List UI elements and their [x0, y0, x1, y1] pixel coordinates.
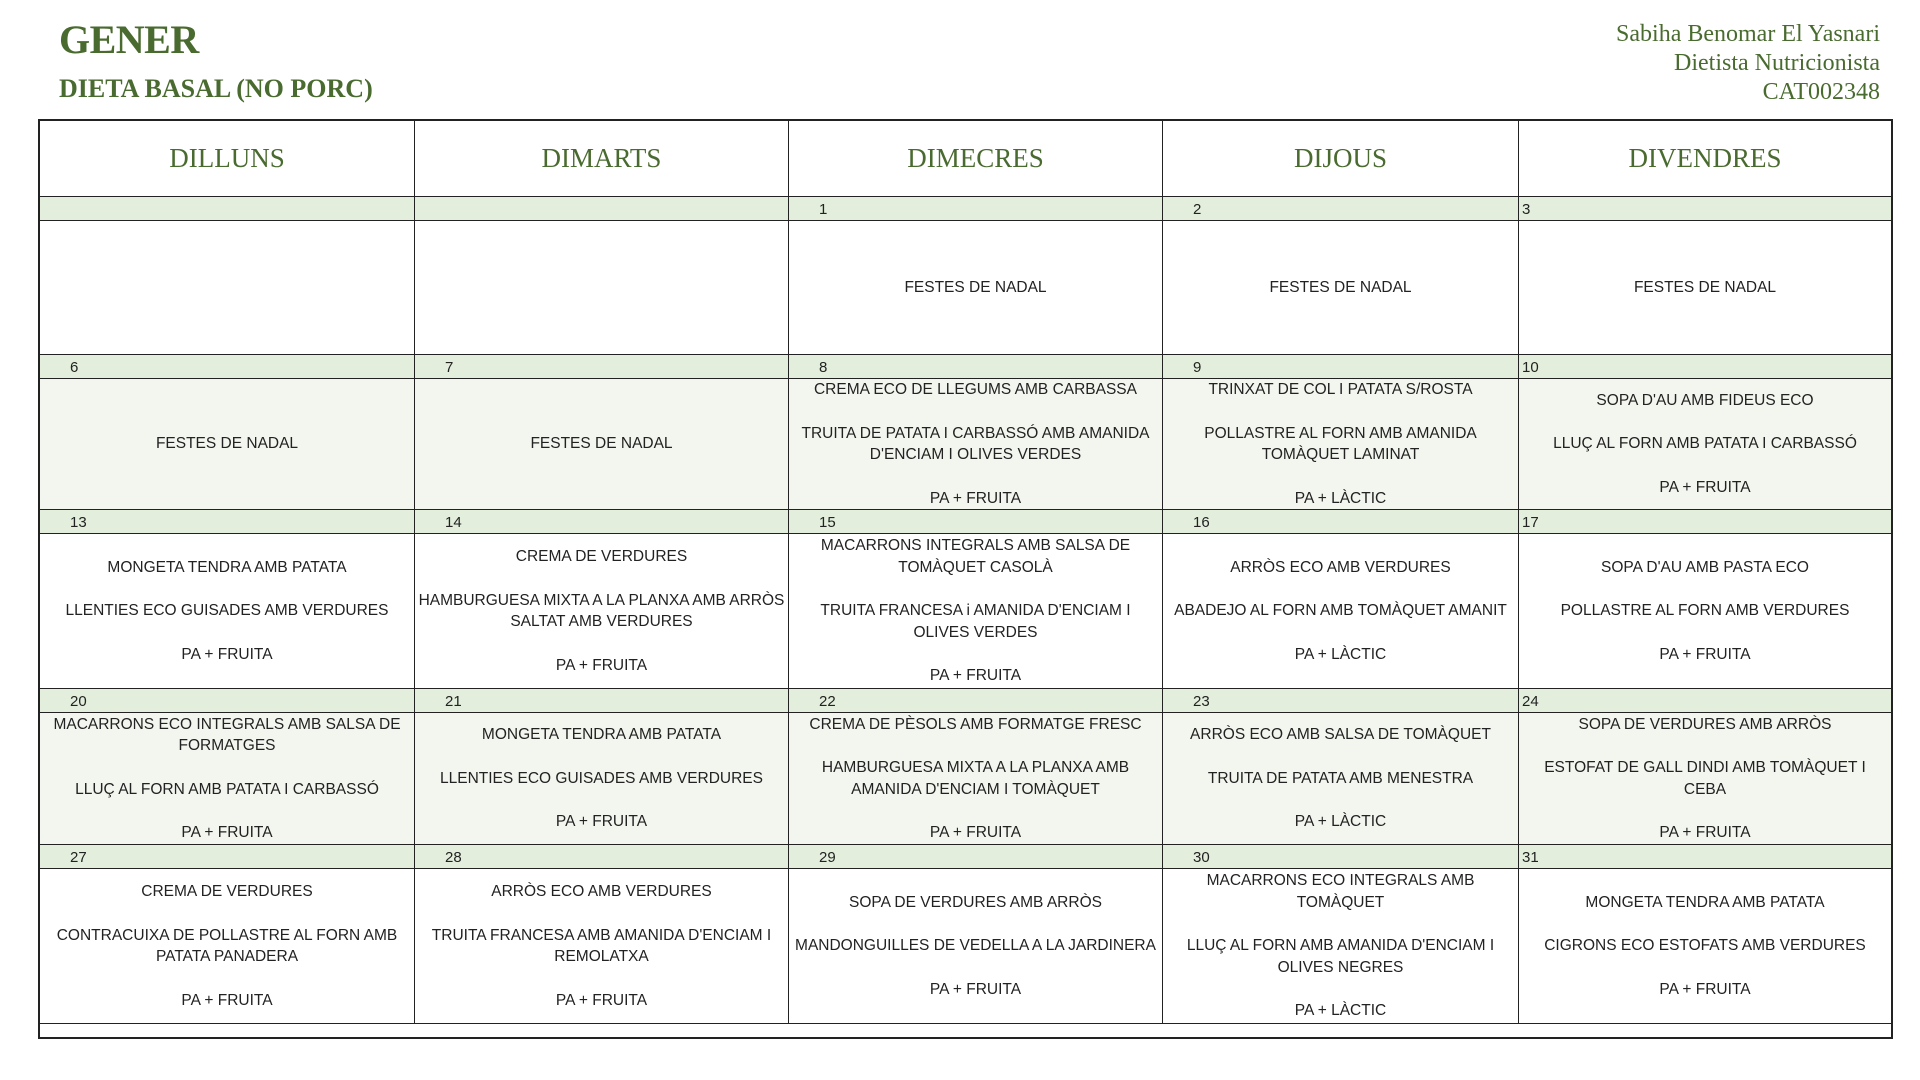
dessert: PA + LÀCTIC	[1294, 1002, 1387, 1020]
month-title: GENER	[59, 17, 199, 62]
menu-note: FESTES DE NADAL	[1269, 278, 1412, 296]
dessert: PA + FRUITA	[929, 824, 1022, 841]
date-cell	[415, 355, 789, 379]
menu-cell	[415, 534, 789, 689]
menu-cell	[1163, 221, 1519, 355]
first-course: CREMA ECO DE LLEGUMS AMB CARBASSA	[813, 381, 1137, 398]
dessert: PA + FRUITA	[929, 667, 1022, 685]
first-course: MACARRONS ECO INTEGRALS AMB TOMÀQUET	[1206, 872, 1475, 911]
second-course: ESTOFAT DE GALL DINDI AMB TOMÀQUET I CEBA	[1544, 759, 1866, 798]
date-number: 20	[70, 693, 87, 710]
first-course: CREMA DE PÈSOLS AMB FORMATGE FRESC	[809, 715, 1142, 733]
date-number: 29	[819, 849, 836, 866]
menu-cell	[1519, 534, 1891, 689]
first-course: CREMA DE VERDURES	[515, 548, 688, 565]
date-cell	[40, 845, 415, 869]
second-course: LLUÇ AL FORN AMB AMANIDA D'ENCIAM I OLIVES NEGRES	[1186, 937, 1495, 976]
second-course: LLUÇ AL FORN AMB PATATA I CARBASSÓ	[1553, 435, 1857, 453]
dessert: PA + FRUITA	[181, 991, 273, 1009]
first-course: MACARRONS ECO INTEGRALS AMB SALSA DE FORMATGES	[53, 715, 401, 754]
dessert: PA + FRUITA	[555, 656, 648, 674]
author-block	[1616, 20, 1880, 107]
date-number: 9	[1193, 359, 1202, 376]
date-number: 10	[1522, 359, 1539, 376]
first-course: SOPA D'AU AMB PASTA ECO	[1601, 558, 1809, 576]
first-course: ARRÒS ECO AMB VERDURES	[491, 883, 712, 900]
dessert: PA + FRUITA	[1659, 478, 1751, 496]
date-number: 3	[1522, 201, 1531, 218]
date-cell	[789, 510, 1163, 534]
date-number: 31	[1522, 849, 1539, 866]
dessert: PA + FRUITA	[1659, 980, 1751, 998]
day-header-divendres: DIVENDRES	[1519, 121, 1891, 197]
menu-note: FESTES DE NADAL	[155, 435, 299, 453]
menu-cell	[1519, 713, 1891, 845]
date-cell	[40, 689, 415, 713]
menu-cell	[1519, 221, 1891, 355]
menu-cell	[40, 869, 415, 1024]
day-header-dimarts: DIMARTS	[415, 121, 789, 197]
menu-calendar	[38, 119, 1893, 1039]
date-cell	[789, 845, 1163, 869]
date-number: 6	[70, 359, 79, 376]
menu-cell	[789, 534, 1163, 689]
date-number: 28	[445, 849, 462, 866]
date-number: 14	[445, 514, 462, 531]
menu-cell	[415, 869, 789, 1024]
menu-cell	[1163, 869, 1519, 1024]
date-cell	[1519, 197, 1891, 221]
menu-cell	[40, 379, 415, 510]
date-number: 13	[70, 514, 87, 531]
dessert: PA + FRUITA	[181, 824, 273, 841]
date-cell	[789, 689, 1163, 713]
diet-subtitle: DIETA BASAL (NO PORC)	[59, 74, 373, 103]
day-header-dimecres: DIMECRES	[789, 121, 1163, 197]
menu-cell	[789, 379, 1163, 510]
dessert: PA + FRUITA	[929, 980, 1022, 998]
second-course: LLENTIES ECO GUISADES AMB VERDURES	[439, 769, 763, 787]
date-cell	[1163, 845, 1519, 869]
date-cell	[789, 355, 1163, 379]
date-cell	[40, 355, 415, 379]
menu-note: FESTES DE NADAL	[530, 435, 673, 453]
date-number: 30	[1193, 849, 1210, 866]
menu-cell	[40, 713, 415, 845]
date-cell	[40, 510, 415, 534]
menu-cell	[1163, 534, 1519, 689]
dessert: PA + FRUITA	[555, 813, 648, 831]
date-number: 23	[1193, 693, 1210, 710]
date-number: 17	[1522, 514, 1539, 531]
date-cell	[789, 197, 1163, 221]
dessert: PA + FRUITA	[555, 991, 648, 1009]
menu-cell	[415, 379, 789, 510]
date-number: 1	[819, 201, 828, 218]
second-course: HAMBURGUESA MIXTA A LA PLANXA AMB ARRÒS SALTAT AMB VERDURES	[418, 591, 785, 630]
second-course: CIGRONS ECO ESTOFATS AMB VERDURES	[1544, 937, 1866, 955]
author-name: Sabiha Benomar El Yasnari	[1616, 21, 1880, 47]
date-number: 21	[445, 693, 462, 710]
menu-cell	[40, 221, 415, 355]
first-course: CREMA DE VERDURES	[141, 883, 313, 900]
date-number: 7	[445, 359, 454, 376]
date-number: 8	[819, 359, 828, 376]
menu-cell	[40, 534, 415, 689]
dessert: PA + FRUITA	[929, 489, 1022, 507]
menu-cell	[789, 713, 1163, 845]
date-number: 24	[1522, 693, 1539, 710]
day-header-dilluns: DILLUNS	[40, 121, 415, 197]
second-course: LLUÇ AL FORN AMB PATATA I CARBASSÓ	[75, 780, 379, 798]
first-course: SOPA DE VERDURES AMB ARRÒS	[849, 893, 1102, 911]
date-cell	[1163, 197, 1519, 221]
first-course: SOPA D'AU AMB FIDEUS ECO	[1596, 391, 1814, 409]
second-course: TRUITA DE PATATA AMB MENESTRA	[1207, 769, 1474, 787]
date-cell	[40, 197, 415, 221]
date-cell	[415, 845, 789, 869]
menu-note: FESTES DE NADAL	[904, 278, 1047, 296]
first-course: MONGETA TENDRA AMB PATATA	[107, 558, 347, 576]
menu-note: FESTES DE NADAL	[1633, 278, 1777, 296]
date-cell	[1519, 689, 1891, 713]
date-number: 27	[70, 849, 87, 866]
first-course: ARRÒS ECO AMB VERDURES	[1230, 558, 1451, 576]
menu-cell	[1519, 869, 1891, 1024]
dessert: PA + LÀCTIC	[1294, 813, 1387, 831]
date-number: 16	[1193, 514, 1210, 531]
dessert: PA + FRUITA	[181, 645, 273, 663]
dessert: PA + FRUITA	[1659, 824, 1751, 841]
date-cell	[1163, 355, 1519, 379]
author-code: CAT002348	[1762, 79, 1880, 105]
date-cell	[415, 689, 789, 713]
first-course: ARRÒS ECO AMB SALSA DE TOMÀQUET	[1190, 726, 1491, 744]
date-cell	[1163, 510, 1519, 534]
second-course: TRUITA FRANCESA AMB AMANIDA D'ENCIAM I REMOLATXA	[431, 926, 772, 965]
date-cell	[415, 510, 789, 534]
dessert: PA + FRUITA	[1659, 645, 1751, 663]
dessert: PA + LÀCTIC	[1294, 489, 1387, 507]
date-cell	[1163, 689, 1519, 713]
second-course: POLLASTRE AL FORN AMB AMANIDA TOMÀQUET LAMINAT	[1204, 424, 1477, 463]
menu-cell	[415, 713, 789, 845]
menu-cell	[1519, 379, 1891, 510]
menu-cell	[789, 221, 1163, 355]
date-cell	[415, 197, 789, 221]
date-cell	[1519, 845, 1891, 869]
second-course: LLENTIES ECO GUISADES AMB VERDURES	[65, 602, 389, 620]
date-number: 22	[819, 693, 836, 710]
first-course: TRINXAT DE COL I PATATA S/ROSTA	[1208, 381, 1473, 398]
first-course: MACARRONS INTEGRALS AMB SALSA DE TOMÀQUET CASOLÀ	[820, 537, 1131, 576]
first-course: MONGETA TENDRA AMB PATATA	[481, 726, 722, 744]
menu-cell	[1163, 379, 1519, 510]
second-course: TRUITA FRANCESA i AMANIDA D'ENCIAM I OLIVES VERDES	[820, 602, 1131, 641]
second-course: MANDONGUILLES DE VEDELLA A LA JARDINERA	[795, 937, 1156, 955]
first-course: SOPA DE VERDURES AMB ARRÒS	[1578, 715, 1832, 733]
menu-cell	[415, 221, 789, 355]
menu-cell	[1163, 713, 1519, 845]
first-course: MONGETA TENDRA AMB PATATA	[1585, 893, 1825, 911]
second-course: POLLASTRE AL FORN AMB VERDURES	[1560, 602, 1850, 620]
second-course: CONTRACUIXA DE POLLASTRE AL FORN AMB PATATA PANADERA	[56, 926, 398, 965]
second-course: ABADEJO AL FORN AMB TOMÀQUET AMANIT	[1174, 602, 1507, 620]
day-header-dijous: DIJOUS	[1163, 121, 1519, 197]
author-role: Dietista Nutricionista	[1674, 50, 1880, 76]
second-course: HAMBURGUESA MIXTA A LA PLANXA AMB AMANIDA D'ENCIAM I TOMÀQUET	[821, 759, 1130, 798]
date-number: 2	[1193, 201, 1202, 218]
second-course: TRUITA DE PATATA I CARBASSÓ AMB AMANIDA D'ENCIAM I OLIVES VERDES	[801, 424, 1150, 463]
date-cell	[1519, 510, 1891, 534]
menu-cell	[789, 869, 1163, 1024]
date-number: 15	[819, 514, 836, 531]
dessert: PA + LÀCTIC	[1294, 645, 1387, 663]
date-cell	[1519, 355, 1891, 379]
